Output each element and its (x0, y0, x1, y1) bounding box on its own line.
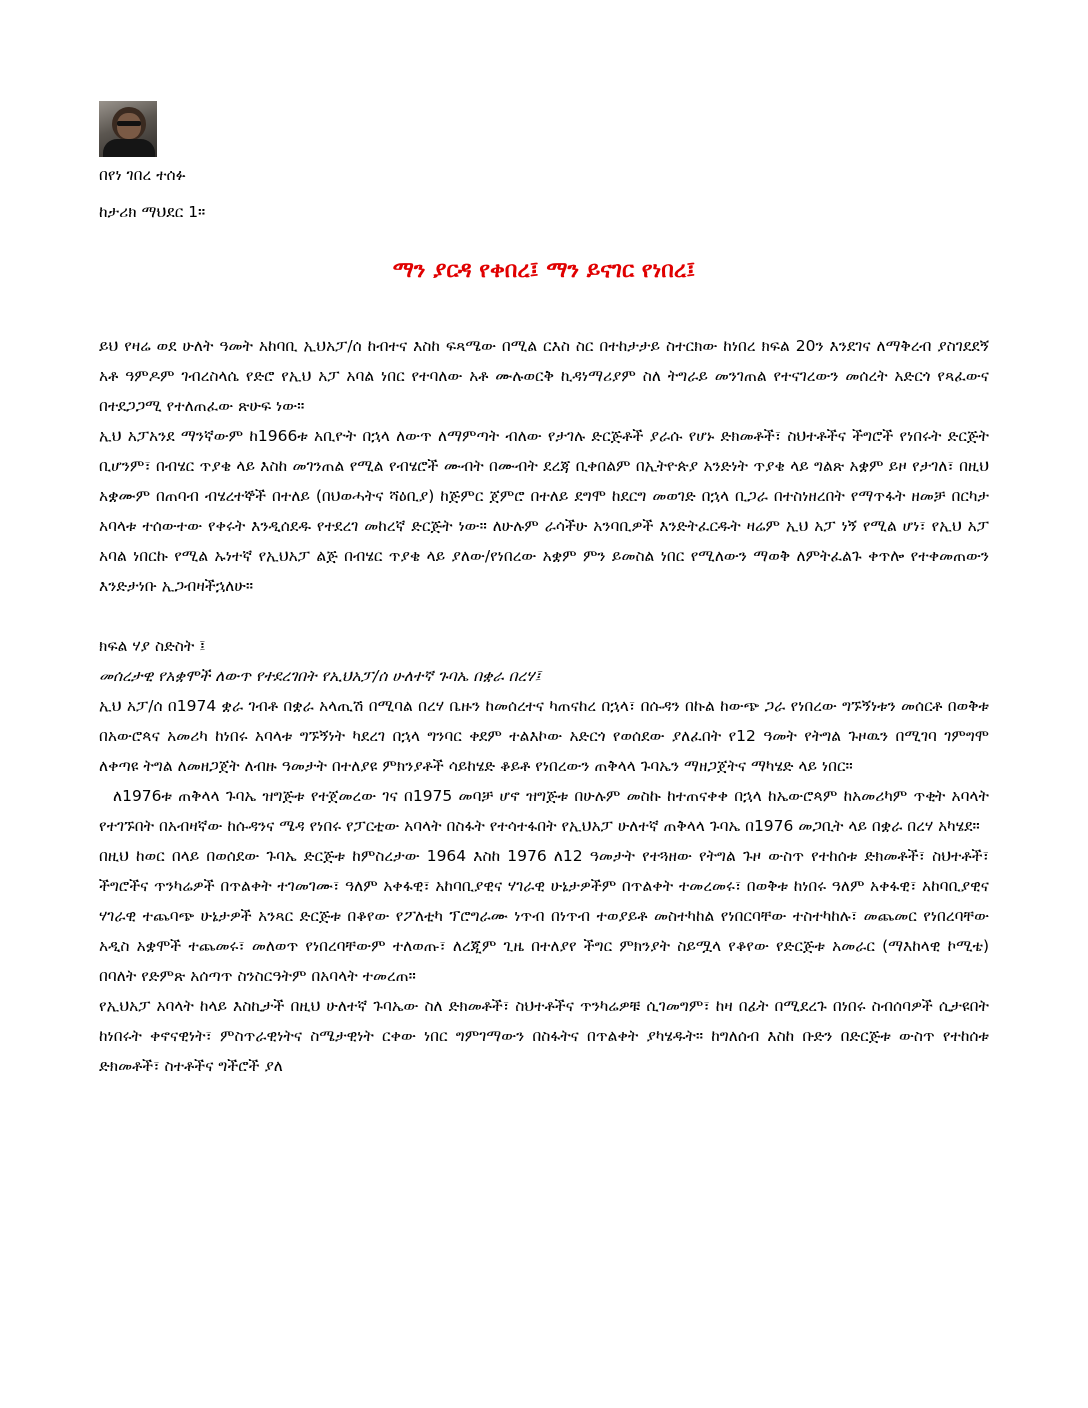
body-paragraph: ኢህ አፓ/ሰ በ1974 ቋራ ገብቶ በቋራ አላጢሽ በሚባል በረሃ ቤዙን ከመሰረተና ካጠናከረ በኋላ፣ በሱዳን በኩል ከውጭ ጋራ የነበረው ግኙኝነቱን መሰርቶ በወቅቱ በአውሮጳና አመሪካ ከነበሩ አባላቱ ግኙኝነት ካደረገ በኋላ ግንባር ቀደም ተልእኮው አድርጎ የወሰደው ያለፈበት የ12 ዓመት የትግል ጉዞዉን በሚገባ ገምግሞ ለቀጣዩ ትግል ለመዘጋጀት ለብዙ ዓመታት በተለያዩ ምክንያቶች ሳይከሄድ ቆይቶ የነበረውን ጠቅላላ ጉባኤን ማዘጋጀትና ማካሄድ ላይ ነበር። (99, 697, 989, 775)
intro-paragraph: ኢህ አፓአንደ ማንኛውም ከ1966ቱ አቢዮት በኋላ ለውጥ ለማምጣት ብለው የታገሉ ድርጅቶች ያራሱ የሆኑ ድክመቶች፣ ስህተቶችና ችግሮች የነበሩት ድርጅት ቢሆንም፣ በብሄር ጥያቄ ላይ እስከ መገንጠል የሚል የብሄሮች ሙብት በሙብት ደረጃ ቢቀበልም በኢትዮጵያ አንድነት ጥያቄ ላይ ግልጽ አቋም ይዞ የታገለ፣ በዚህ አቋሙም በጠባብ ብሄረተኞች በተለይ (በህወሓትና ሻዕቢያ) ከጅምር ጀምሮ በተለይ ደግሞ ከደርግ መወገድ በኋላ ቢጋራ በተስነዘረበት የማጥፋት ዘመቻ በርካታ አባላቱ ተሰውተው የቀሩት እንዲሰደዱ የተደረገ መከረኛ ድርጅት ነው። ለሁሉም ራሳችሁ አንባቢዎች እንድትፈርዱት ዛሬም ኢህ አፓ ነኝ የሚል ሆነ፣ የኢህ አፓ አባል ነበርኩ የሚል ኡነተኛ የኢህአፓ ልጅ በብሄር ጥያቄ ላይ ያለው/የነበረው አቋም ምን ይመስል ነበር የሚለውን ማወቅ ለምትፈልጉ ቀጥሎ የተቀመጠውን እንድታነቡ ኢጋብዛችኋለሁ። (99, 427, 990, 595)
section-subheading: መሰረታዊ የአቋሞች ለውጥ የተደረገበት የኢህአፓ/ሰ ሁለተኛ ጉባኤ በቋራ በረሃ፤ (99, 667, 541, 685)
body-paragraph: ለ1976ቱ ጠቅላላ ጉባኤ ዝግጅቱ የተጀመረው ገና በ1975 መባቻ ሆኖ ዝግጅቱ በሁሉም መስኩ ከተጠናቀቀ በኋላ ከኤውሮጳም ከአመሪካም ጥቂት አባላት የተገኙበት በአብዛኛው ከሱዳንና ሜዳ የነበሩ የፓርቲው አባላት በስፋት የተሳተፋበት የኢህአፓ ሁለተኛ ጠቅላላ ጉባኤ በ1976 መጋቢት ላይ በቋራ በረሃ አካሄደ። (99, 787, 989, 835)
article-body (99, 331, 989, 1081)
body-paragraph: በዚህ ከወር በላይ በወሰደው ጉባኤ ድርጅቱ ከምስረታው 1964 እስከ 1976 ለ12 ዓመታት የተጓዘው የትግል ጉዞ ውስጥ የተከሰቱ ድክመቶች፣ ስህተቶች፣ ችግሮችና ጥንካሬዎች በጥልቀት ተገመገሙ፣ ዓለም አቀፋዊ፣ አከባቢያዊና ሃገራዊ ሁኔታዎችም በጥልቀት ተመረመሩ፣ በወቅቱ ከነበሩ ዓለም አቀፋዊ፣ አከባቢያዊና ሃገራዊ ተጨባጭ ሁኔታዎች አንጻር ድርጅቱ በቆየው የፖለቲካ ፕሮግራሙ ነጥብ በነጥብ ተወያይቶ መስተካከል የነበርባቸው ተስተካከሉ፣ መጨመር የነበረባቸው አዲስ አቋሞች ተጨመሩ፣ መለወጥ የነበረባቸውም ተለወጡ፣ ለረጂም ጊዜ በተለያየ ችግር ምክንያት ስይሟላ የቆየው የድርጅቱ አመራር (ማእከላዊ ኮሚቴ) በባለት የድምጽ አሰጣጥ ስንስርዓትም በአባላት ተመረጠ። (99, 847, 989, 985)
body-paragraph: የኢህአፓ አባላት ከላይ እስኪታች በዚህ ሁለተኛ ጉባኤው ስለ ድክመቶች፣ ስህተቶችና ጥንካሬዎቹ ሲገመግም፣ ከዛ በፊት በሚደረጉ በነበሩ ስብሰባዎች ሲታዩበት ከነበሩት ቀኖናዊነት፣ ምስጥራዊነትና ስሜታዊነት ርቀው ነበር ግምገማውን በስፋትና በጥልቀት ያካሄዱት። ከግለሰብ እስከ ቡድን በድርጅቱ ውስጥ የተከሰቱ ድክመቶች፣ ስተቶችና ግችሮች ያለ (99, 997, 989, 1075)
intro-paragraph: ይህ የዛሬ ወደ ሁለት ዓመት አከባቢ ኢህአፓ/ሰ ከብተና እስከ ፍጻሜው በሚል ርእስ ስር በተከታታይ ስተርክው ከነበረ ክፍል 20ን እንደገና ለማቅረብ ያስገደደኝ አቶ ዓምዶም ገብረስላሴ የድሮ የኢህ አፓ አባል ነበር የተባለው አቶ ሙሉወርቅ ኪዳነማሪያም ስለ ትግራይ መንገጠል የተናገረውን መሰረት አድርጎ የጻፈውና በተደጋጋሚ የተለጠፈው ጽሁፍ ነው። (99, 337, 989, 415)
author-photo (99, 101, 157, 157)
section-heading: ክፍል ሃያ ስድስት ፤ (99, 637, 206, 655)
author-name: በየነ ገበረ ተሰፉ (99, 166, 186, 184)
source-line: ከታሪክ ማህደር 1። (99, 203, 206, 221)
article-title: ማን ያርዳ የቀበረ፤ ማን ይናገር የነበረ፤ (392, 258, 696, 283)
